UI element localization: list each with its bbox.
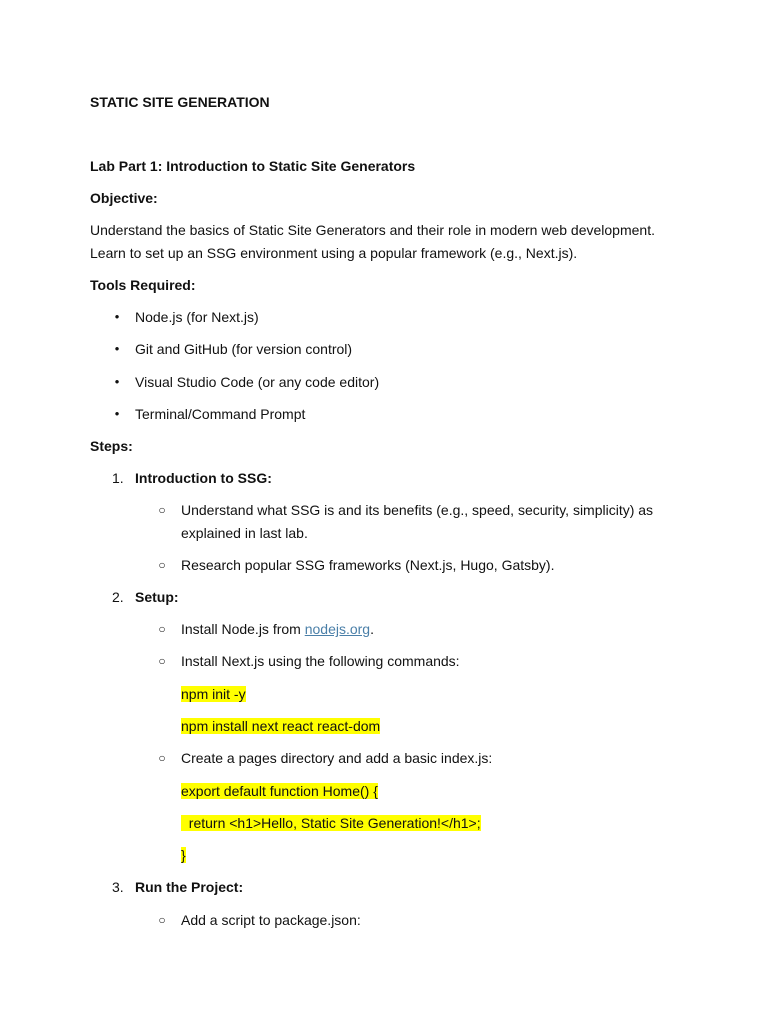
tools-label: Tools Required: bbox=[90, 277, 196, 293]
circle-bullet-icon: ○ bbox=[158, 503, 166, 517]
step-item: Install Next.js using the following commands: bbox=[181, 653, 460, 669]
tool-item: Node.js (for Next.js) bbox=[135, 309, 259, 325]
step-item: Research popular SSG frameworks (Next.js, Hugo, Gatsby). bbox=[181, 557, 555, 573]
objective-text-line1: Understand the basics of Static Site Generators and their role in modern web development. bbox=[90, 222, 655, 238]
step-item: Add a script to package.json: bbox=[181, 912, 361, 928]
step-item bbox=[181, 619, 374, 639]
doc-title: STATIC SITE GENERATION bbox=[90, 94, 270, 110]
step-number: 1. bbox=[112, 470, 124, 486]
circle-bullet-icon: ○ bbox=[158, 622, 166, 636]
step-number: 2. bbox=[112, 589, 124, 605]
tool-item: Git and GitHub (for version control) bbox=[135, 341, 353, 357]
circle-bullet-icon: ○ bbox=[158, 558, 166, 572]
bullet-icon: • bbox=[114, 341, 120, 356]
step-title: Introduction to SSG: bbox=[135, 470, 272, 486]
code-line: npm install next react react-dom bbox=[181, 718, 381, 734]
install-node-suffix: . bbox=[370, 621, 374, 637]
step-item-line: explained in last lab. bbox=[181, 525, 308, 541]
code-line: return <h1>Hello, Static Site Generation!</h1>; bbox=[181, 815, 481, 831]
circle-bullet-icon: ○ bbox=[158, 654, 166, 668]
tool-item: Terminal/Command Prompt bbox=[135, 406, 306, 422]
circle-bullet-icon: ○ bbox=[158, 751, 166, 765]
code-line: export default function Home() { bbox=[181, 783, 378, 799]
step-title: Setup: bbox=[135, 589, 179, 605]
step-number: 3. bbox=[112, 879, 124, 895]
bullet-icon: • bbox=[114, 406, 120, 421]
step-item: Create a pages directory and add a basic index.js: bbox=[181, 750, 493, 766]
bullet-icon: • bbox=[114, 374, 120, 389]
tool-item: Visual Studio Code (or any code editor) bbox=[135, 374, 380, 390]
part-heading: Lab Part 1: Introduction to Static Site Generators bbox=[90, 158, 416, 174]
code-line: npm init -y bbox=[181, 686, 246, 702]
circle-bullet-icon: ○ bbox=[158, 913, 166, 927]
step-title: Run the Project: bbox=[135, 879, 244, 895]
objective-label: Objective: bbox=[90, 190, 158, 206]
install-node-prefix: Install Node.js from bbox=[181, 621, 305, 637]
step-item-line: Understand what SSG is and its benefits (e.g., speed, security, simplicity) as bbox=[181, 502, 654, 518]
objective-text-line2: Learn to set up an SSG environment using a popular framework (e.g., Next.js). bbox=[90, 245, 578, 261]
bullet-icon: • bbox=[114, 309, 120, 324]
nodejs-link[interactable]: nodejs.org bbox=[304, 621, 371, 637]
steps-label: Steps: bbox=[90, 438, 133, 454]
code-line: } bbox=[181, 847, 186, 863]
